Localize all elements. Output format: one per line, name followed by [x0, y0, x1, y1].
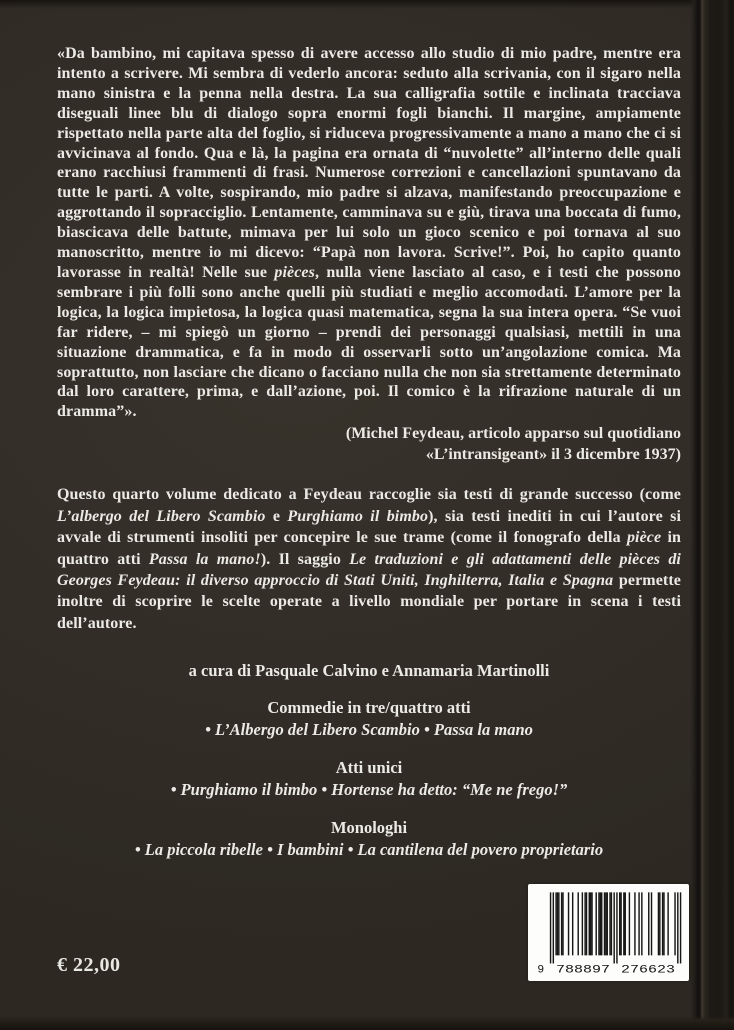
section-heading: Commedie in tre/quattro atti — [267, 698, 471, 718]
section-items: • Purghiamo il bimbo • Hortense ha detto: “Me ne frego!” — [170, 780, 568, 800]
section-items: • La piccola ribelle • I bambini • La cantilena del povero proprietario — [134, 840, 604, 860]
spine-fold — [690, 0, 734, 1030]
svg-text:788897: 788897 — [556, 964, 610, 975]
cover-top-edge — [0, 0, 734, 9]
section-atti-unici — [57, 757, 681, 801]
svg-text:276623: 276623 — [621, 964, 676, 975]
cover-bottom-edge — [0, 1016, 734, 1030]
author-quote-paragraph: «Da bambino, mi capitava spesso di avere accesso allo studio di mio padre, mentre era intento a scrivere. Mi sembra di vederlo ancora: seduto alla scrivania, con il sigaro nella mano sinistra e la penna nella destra. La sua calligrafia sottile e inclinata tracciava diseguali linee blu di dialogo sopra enormi fogli bianchi. Il margine, ampiamente rispettato nella parte alta del foglio, si riduceva progressivamente a mano a mano che ci si avvicinava al fondo. Qua e là, la pagina era ornata di “nuvolette” all’interno delle quali erano racchiusi frammenti di frasi. Numerose correzioni e cancellazioni spuntavano da tutte le parti. A volte, sospirando, mio padre si alzava, manifestando preoccupazione e aggrottando il sopracciglio. Lentamente, camminava su e giù, tirava una boccata di fumo, biascicava delle battute, mimava per lui solo un gioco scenico e poi tornava al suo manoscritto, mentre io mi dicevo: “Papà non lavora. Scrive!”. Poi, ho capito quanto lavorasse in realtà! Nelle sue pièces, nulla viene lasciato al caso, e i testi che possono sembrare i più folli sono anche quelli più studiati e meglio accomodati. L’amore per la logica, la logica impietosa, la logica quasi matematica, segna la sua intera opera. “Se vuoi far ridere, – mi spiegò un giorno – prendi dei personaggi qualsiasi, mettili in una situazione drammatica, e fa in modo di osservarli sotto un’angolazione comica. Ma soprattutto, non lasciare che dicano o facciano nulla che non sia strettamente determinato dal loro carattere, prima, e dall’azione, poi. Il comico è la rifrazione naturale di un dramma”». — [57, 45, 682, 421]
quote-attribution-line2: «L’intransigeant» il 3 dicembre 1937) — [425, 445, 681, 463]
section-items: • L’Albergo del Libero Scambio • Passa la mano — [205, 720, 533, 740]
volume-description-paragraph: Questo quarto volume dedicato a Feydeau raccoglie sia testi di grande successo (come L’albergo del Libero Scambio e Purghiamo il bimbo), sia testi inediti in cui l’autore si avvale di strumenti insoliti per concepire le sue trame (come il fonografo della pièce in quattro atti Passa la mano!). Il saggio Le traduzioni e gli adattamenti delle pièces di Georges Feydeau: il diverso approccio di Stati Uniti, Inghilterra, Italia e Spagna permette inoltre di scoprire le scelte operate a livello mondiale per portare in scena i testi dell’autore. — [57, 486, 681, 632]
barcode-bars-svg — [536, 891, 684, 975]
cover-text-block — [57, 44, 681, 861]
curators-line: a cura di Pasquale Calvino e Annamaria Martinolli — [188, 661, 550, 681]
section-monologhi — [57, 817, 681, 861]
isbn-barcode — [528, 884, 689, 981]
section-heading: Monologhi — [330, 818, 408, 838]
price-label: € 22,00 — [57, 954, 121, 976]
section-heading: Atti unici — [335, 758, 403, 778]
section-commedie — [57, 697, 681, 741]
svg-text:9: 9 — [537, 964, 545, 975]
quote-attribution-line1: (Michel Feydeau, articolo apparso sul quotidiano — [345, 425, 681, 443]
